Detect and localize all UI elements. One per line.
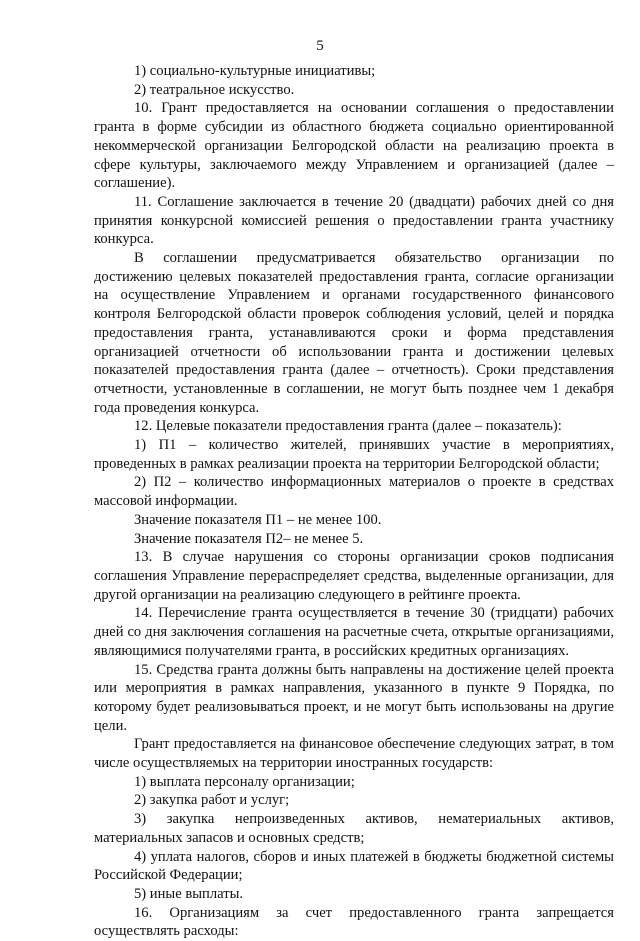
page-number: 5 — [316, 38, 324, 54]
paragraph: 2) закупка работ и услуг; — [134, 792, 290, 809]
paragraph: 15. Средства гранта должны быть направлены на достижение целей проекта или мероприятия в рамках направления, указанного в пункте 9 Порядка, по которому будет реализовываться проект, и не могут быть использованы на другие цели. — [94, 661, 614, 734]
paragraph: 2) театральное искусство. — [134, 81, 295, 98]
paragraph: 1) социально-культурные инициативы; — [134, 63, 376, 79]
paragraph: 13. В случае нарушения со стороны организации сроков подписания соглашения Управление перераспределяет средства, выделенные организации, для другой организации на реализацию следующего в рейтинге проекта. — [94, 549, 614, 603]
paragraph: 1) П1 – количество жителей, принявших участие в мероприятиях, проведенных в рамках реализации проекта на территории Белгородской области; — [94, 437, 614, 472]
paragraph: 12. Целевые показатели предоставления гранта (далее – показатель): — [134, 418, 562, 435]
paragraph: Значение показателя П1 – не менее 100. — [134, 511, 382, 528]
paragraph: В соглашении предусматривается обязательство организации по достижению целевых показателей предоставления гранта, согласие организации на осуществление Управлением и органами государственного финансового контроля Белгородской области проверок соблюдения условий, целей и порядка предоставления гранта, устанавливаются сроки и форма представления организацией отчетности об использовании гранта и достижении целевых показателей предоставления гранта (далее – отчетность). Сроки представления отчетности, установленные в соглашении, не могут быть позднее чем 1 декабря года проведения конкурса. — [94, 250, 614, 416]
paragraph: 3) закупка непроизведенных активов, нематериальных активов, материальных запасов и основных средств; — [94, 811, 614, 846]
paragraph: 10. Грант предоставляется на основании соглашения о предоставлении гранта в форме субсидии из областного бюджета социально ориентированной некоммерческой организации Белгородской области на реализацию проекта в сфере культуры, заключаемого между Управлением и организацией (далее – соглашение). — [94, 100, 614, 192]
document-body — [94, 62, 614, 941]
paragraph: 11. Соглашение заключается в течение 20 (двадцати) рабочих дней со дня принятия конкурсной комиссией решения о предоставлении гранта участнику конкурса. — [94, 193, 614, 248]
paragraph: Значение показателя П2– не менее 5. — [134, 530, 364, 547]
paragraph: 2) П2 – количество информационных материалов о проекте в средствах массовой информации. — [94, 474, 614, 510]
paragraph: 14. Перечисление гранта осуществляется в течение 30 (тридцати) рабочих дней со дня заключения соглашения на расчетные счета, открытые организациями, являющимися получателями гранта, в российских кредитных организациях. — [94, 605, 614, 659]
paragraph: 16. Организациям за счет предоставленного гранта запрещается осуществлять расходы: — [94, 904, 614, 940]
paragraph: 4) уплата налогов, сборов и иных платежей в бюджеты бюджетной системы Российской Федерации; — [94, 848, 614, 884]
paragraph: 5) иные выплаты. — [134, 885, 244, 902]
paragraph: Грант предоставляется на финансовое обеспечение следующих затрат, в том числе осуществляемых на территории иностранных государств: — [94, 736, 614, 772]
paragraph: 1) выплата персоналу организации; — [134, 773, 355, 790]
